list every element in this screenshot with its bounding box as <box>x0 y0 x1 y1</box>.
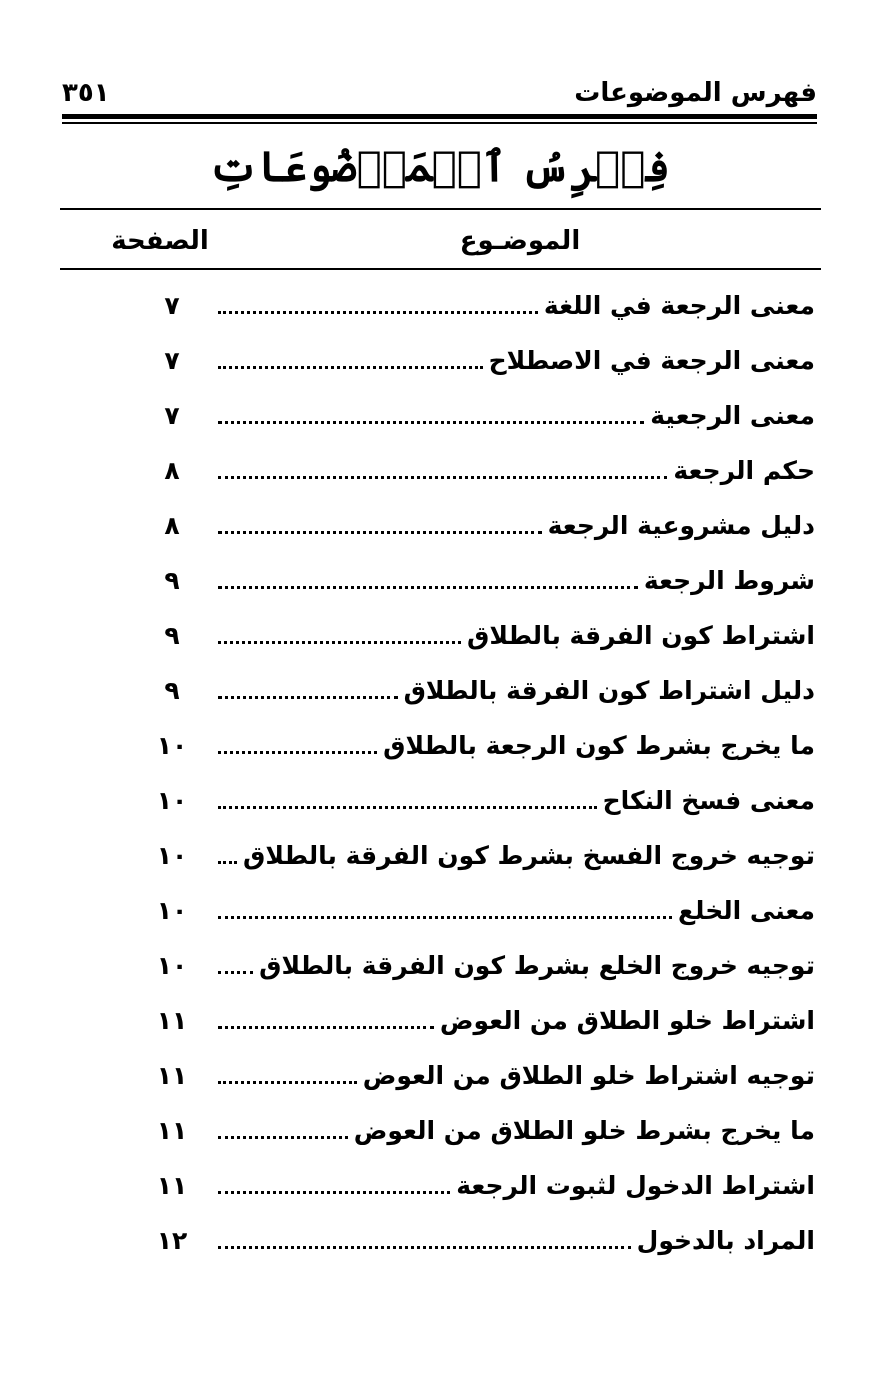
dot-leader <box>218 311 538 314</box>
toc-entry-topic: ما يخرج بشرط خلو الطلاق من العوض <box>353 1116 815 1145</box>
toc-entry-topic: توجيه خروج الفسخ بشرط كون الفرقة بالطلاق <box>243 841 815 870</box>
toc-entry-page: ٨ <box>164 511 180 540</box>
table-of-contents <box>150 278 815 1268</box>
toc-entry <box>150 993 815 1048</box>
toc-entry <box>150 443 815 498</box>
toc-entry-topic: دليل اشتراط كون الفرقة بالطلاق <box>403 676 815 705</box>
toc-entry-topic: اشتراط كون الفرقة بالطلاق <box>467 621 815 650</box>
toc-entry-topic: توجيه اشتراط خلو الطلاق من العوض <box>362 1061 815 1090</box>
toc-entry-page: ١٠ <box>156 841 188 870</box>
dot-leader <box>218 1191 450 1194</box>
toc-entry-topic: معنى فسخ النكاح <box>602 786 815 815</box>
dot-leader <box>218 1136 348 1139</box>
dot-leader <box>218 861 237 864</box>
toc-entry <box>150 333 815 388</box>
toc-entry-page: ٩ <box>164 676 180 705</box>
dot-leader <box>218 421 644 424</box>
toc-entry-page: ٨ <box>164 456 180 485</box>
toc-entry-page: ٧ <box>164 291 180 320</box>
running-title: فهرس الموضوعات <box>574 78 817 108</box>
toc-entry-page: ١١ <box>156 1006 188 1035</box>
dot-leader <box>218 641 461 644</box>
toc-entry-page: ١١ <box>156 1116 188 1145</box>
toc-entry-topic: معنى الخلع <box>677 896 815 925</box>
toc-entry-topic: حكم الرجعة <box>673 456 815 485</box>
toc-entry-topic: دليل مشروعية الرجعة <box>547 511 815 540</box>
toc-entry-page: ٧ <box>164 346 180 375</box>
toc-entry <box>150 1213 815 1268</box>
toc-entry <box>150 278 815 333</box>
toc-entry-page: ١١ <box>156 1061 188 1090</box>
dot-leader <box>218 531 542 534</box>
toc-entry <box>150 718 815 773</box>
toc-entry <box>150 1048 815 1103</box>
dot-leader <box>218 476 667 479</box>
column-header-topic: الموضـوع <box>459 226 581 256</box>
toc-entry-topic: اشتراط خلو الطلاق من العوض <box>439 1006 815 1035</box>
toc-entry-topic: معنى الرجعة في الاصطلاح <box>488 346 815 375</box>
toc-entry <box>150 553 815 608</box>
toc-entry <box>150 1158 815 1213</box>
toc-entry <box>150 1103 815 1158</box>
dot-leader <box>218 1026 434 1029</box>
dot-leader <box>218 586 638 589</box>
page-number: ٣٥١ <box>62 78 110 108</box>
toc-entry <box>150 498 815 553</box>
toc-entry-page: ١٠ <box>156 786 188 815</box>
header-rule-thin <box>62 122 817 124</box>
toc-entry <box>150 773 815 828</box>
header-rule <box>62 114 817 119</box>
toc-entry <box>150 883 815 938</box>
dot-leader <box>218 806 597 809</box>
column-header-page: الصفحة <box>111 226 209 256</box>
index-title: فِهۡرِسُ ٱلۡمَوۡضُوعَاتِ <box>208 142 671 191</box>
toc-entry <box>150 388 815 443</box>
dot-leader <box>218 366 483 369</box>
toc-entry-page: ٧ <box>164 401 180 430</box>
toc-entry-topic: معنى الرجعية <box>650 401 815 430</box>
toc-entry-page: ١٠ <box>156 731 188 760</box>
table-top-rule <box>60 208 821 210</box>
toc-entry-page: ١٠ <box>156 951 188 980</box>
dot-leader <box>218 1246 631 1249</box>
dot-leader <box>218 696 398 699</box>
toc-entry-topic: اشتراط الدخول لثبوت الرجعة <box>456 1171 815 1200</box>
toc-entry <box>150 608 815 663</box>
toc-entry-page: ١١ <box>156 1171 188 1200</box>
toc-entry-topic: شروط الرجعة <box>643 566 815 595</box>
dot-leader <box>218 751 377 754</box>
dot-leader <box>218 1081 357 1084</box>
dot-leader <box>218 971 253 974</box>
toc-entry <box>150 663 815 718</box>
toc-entry-page: ١٠ <box>156 896 188 925</box>
toc-entry-page: ٩ <box>164 566 180 595</box>
toc-entry-topic: توجيه خروج الخلع بشرط كون الفرقة بالطلاق <box>259 951 815 980</box>
dot-leader <box>218 916 672 919</box>
toc-entry-page: ١٢ <box>156 1226 188 1255</box>
toc-entry <box>150 828 815 883</box>
toc-entry <box>150 938 815 993</box>
table-header-rule <box>60 268 821 270</box>
toc-entry-topic: معنى الرجعة في اللغة <box>543 291 815 320</box>
toc-entry-topic: ما يخرج بشرط كون الرجعة بالطلاق <box>383 731 815 760</box>
running-header <box>62 78 817 112</box>
toc-entry-page: ٩ <box>164 621 180 650</box>
toc-entry-topic: المراد بالدخول <box>636 1226 815 1255</box>
